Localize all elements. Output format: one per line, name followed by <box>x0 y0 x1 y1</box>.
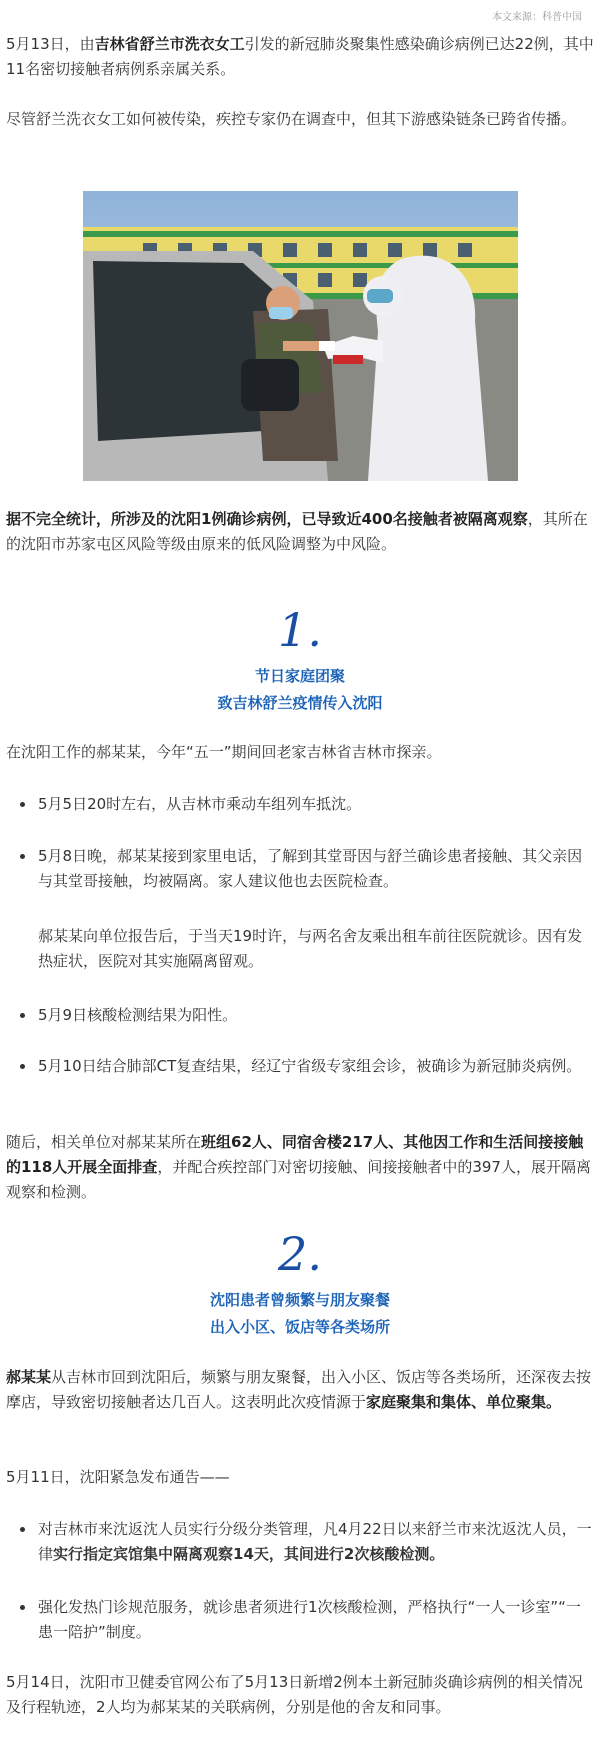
list-item: 5月10日结合肺部CT复查结果，经辽宁省级专家组会诊，被确诊为新冠肺炎病例。 <box>38 1054 594 1079</box>
section-number-1: 1. <box>278 603 322 657</box>
list-item: 5月9日核酸检测结果为阳性。 <box>38 1003 594 1028</box>
section-title-1-line2: 致吉林舒兰疫情传入沈阳 <box>217 694 383 712</box>
list-item: 对吉林市来沈返沈人员实行分级分类管理，凡4月22日以来舒兰市来沈返沈人员，一律实行指定宾馆集中隔离观察14天，其间进行2次核酸检测。 <box>38 1517 594 1567</box>
paragraph-background: 在沈阳工作的郝某某，今年“五一”期间回老家吉林省吉林市探亲。 <box>6 743 442 761</box>
paragraph-statistics: 据不完全统计，所涉及的沈阳1例确诊病例，已导致近400名接触者被隔离观察，其所在的沈阳市苏家屯区风险等级由原来的低风险调整为中风险。 <box>6 510 588 553</box>
paragraph-update: 5月14日，沈阳市卫健委官网公布了5月13日新增2例本土新冠肺炎确诊病例的相关情况及行程轨迹，2人均为郝某某的关联病例，分别是他的舍友和同事。 <box>6 1673 583 1716</box>
section-title-2-line1: 沈阳患者曾频繁与朋友聚餐 <box>209 1291 390 1309</box>
paragraph-investigation: 随后，相关单位对郝某某所在班组62人、同宿舍楼217人、其他因工作和生活间接接触的118人开展全面排查，并配合疾控部门对密切接触、间接接触者中的397人，展开隔离观察和检测。 <box>6 1133 591 1201</box>
list-item: 强化发热门诊规范服务，就诊患者须进行1次核酸检测，严格执行“一人一诊室”“一患一陪护”制度。 <box>38 1595 594 1645</box>
list-item: 5月8日晚，郝某某接到家里电话，了解到其堂哥因与舒兰确诊患者接触、其父亲因与其堂哥接触，均被隔离。家人建议他也去医院检查。 <box>38 844 594 894</box>
list-sub-paragraph: 郝某某向单位报告后，于当天19时许，与两名舍友乘出租车前往医院就诊。因有发热症状，医院对其实施隔离留观。 <box>38 927 583 970</box>
photo-illustration <box>83 191 518 481</box>
section-title-1-line1: 节日家庭团聚 <box>254 667 345 685</box>
section-number-2: 2. <box>278 1227 322 1281</box>
paragraph-intro: 5月13日，由吉林省舒兰市洗衣女工引发的新冠肺炎聚集性感染确诊病例已达22例，其中11名密切接触者病例系亲属关系。 <box>6 35 594 78</box>
list-item: 5月5日20时左右，从吉林市乘动车组列车抵沈。 <box>38 792 594 817</box>
paragraph-activities: 郝某某从吉林市回到沈阳后，频繁与朋友聚餐，出入小区、饭店等各类场所，还深夜去按摩店，导致密切接触者达几百人。这表明此次疫情源于家庭聚集和集体、单位聚集。 <box>6 1368 592 1411</box>
article-photo <box>83 191 518 481</box>
paragraph-notice: 5月11日，沈阳紧急发布通告—— <box>6 1468 230 1486</box>
paragraph-spread: 尽管舒兰洗衣女工如何被传染，疾控专家仍在调查中，但其下游感染链条已跨省传播。 <box>6 110 577 128</box>
section-title-2-line2: 出入小区、饭店等各类场所 <box>209 1318 390 1336</box>
source-label: 本文来源：科普中国 <box>492 12 582 23</box>
